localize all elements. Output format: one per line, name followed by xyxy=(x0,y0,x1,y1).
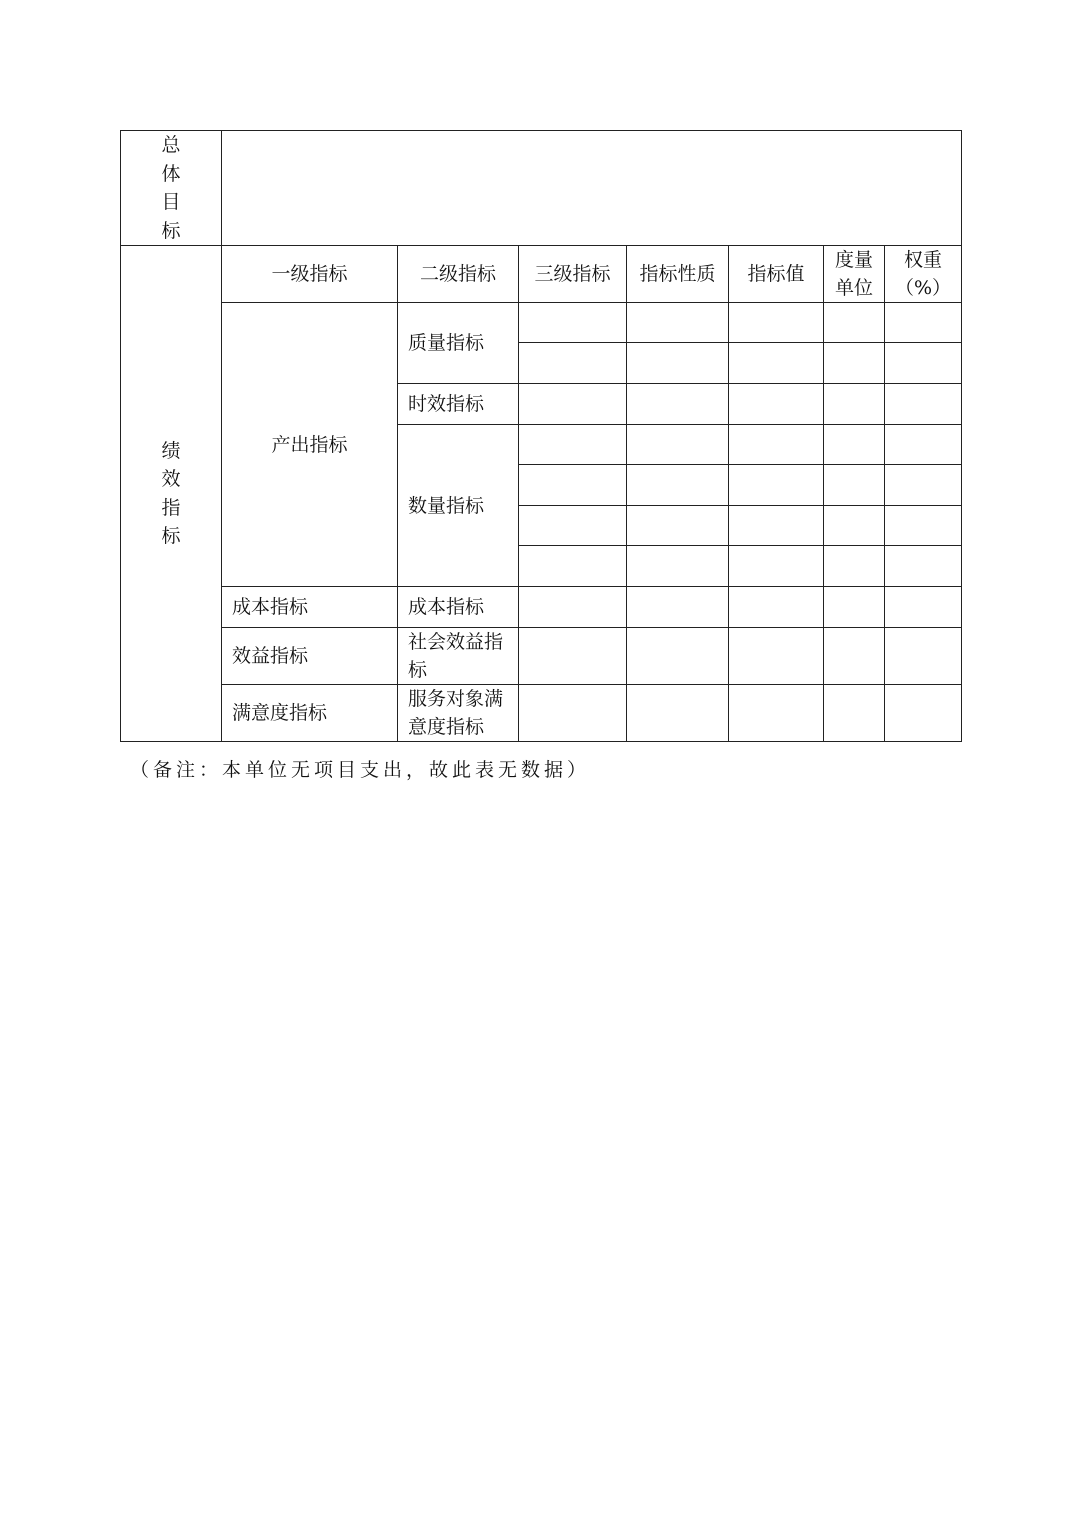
table-cell xyxy=(824,384,885,425)
table-cell xyxy=(729,343,824,384)
table-cell xyxy=(627,628,729,685)
table-cell xyxy=(519,546,627,587)
table-cell xyxy=(885,384,962,425)
table-cell xyxy=(519,343,627,384)
table-cell xyxy=(627,465,729,506)
performance-indicators-label: 绩效指标 xyxy=(121,246,222,742)
table-cell xyxy=(824,628,885,685)
table-cell xyxy=(519,587,627,628)
level1-satisfaction: 满意度指标 xyxy=(222,685,398,742)
table-cell xyxy=(729,303,824,343)
table-cell xyxy=(729,587,824,628)
table-cell xyxy=(729,546,824,587)
table-cell xyxy=(729,685,824,742)
header-level1: 一级指标 xyxy=(222,246,398,303)
header-nature: 指标性质 xyxy=(627,246,729,303)
table-cell xyxy=(519,303,627,343)
table-cell xyxy=(824,343,885,384)
table-cell xyxy=(824,685,885,742)
table-cell xyxy=(627,546,729,587)
level2-timeliness: 时效指标 xyxy=(398,384,519,425)
overall-goal-label: 总体目标 xyxy=(121,131,222,246)
level2-service-satisfaction: 服务对象满意度指标 xyxy=(398,685,519,742)
table-cell xyxy=(627,685,729,742)
table-cell xyxy=(729,506,824,546)
level2-quality: 质量指标 xyxy=(398,303,519,384)
table-cell xyxy=(627,343,729,384)
header-level2: 二级指标 xyxy=(398,246,519,303)
table-cell xyxy=(519,685,627,742)
table-cell xyxy=(627,587,729,628)
table-cell xyxy=(627,384,729,425)
table-cell xyxy=(885,343,962,384)
table-cell xyxy=(824,546,885,587)
table-cell xyxy=(519,384,627,425)
table-cell xyxy=(885,506,962,546)
table-cell xyxy=(824,465,885,506)
level1-benefit: 效益指标 xyxy=(222,628,398,685)
table-cell xyxy=(885,425,962,465)
table-cell xyxy=(729,384,824,425)
table-cell xyxy=(885,628,962,685)
table-cell xyxy=(885,685,962,742)
table-cell xyxy=(519,465,627,506)
table-cell xyxy=(885,587,962,628)
level1-cost: 成本指标 xyxy=(222,587,398,628)
table-cell xyxy=(729,628,824,685)
level1-output: 产出指标 xyxy=(222,303,398,587)
table-cell xyxy=(885,465,962,506)
table-cell xyxy=(824,587,885,628)
table-note: （备注：本单位无项目支出，故此表无数据） xyxy=(130,759,591,781)
table-cell xyxy=(519,425,627,465)
header-value: 指标值 xyxy=(729,246,824,303)
level2-cost: 成本指标 xyxy=(398,587,519,628)
performance-table xyxy=(120,130,962,742)
header-weight: 权重（%） xyxy=(885,246,962,303)
table-cell xyxy=(885,546,962,587)
table-cell xyxy=(885,303,962,343)
table-cell xyxy=(519,506,627,546)
overall-goal-content xyxy=(222,131,962,246)
level2-quantity: 数量指标 xyxy=(398,425,519,587)
table-cell xyxy=(824,303,885,343)
table-cell xyxy=(627,425,729,465)
table-cell xyxy=(627,303,729,343)
header-unit: 度量单位 xyxy=(824,246,885,303)
level2-social-benefit: 社会效益指标 xyxy=(398,628,519,685)
table-cell xyxy=(824,425,885,465)
table-cell xyxy=(729,425,824,465)
table-cell xyxy=(519,628,627,685)
header-level3: 三级指标 xyxy=(519,246,627,303)
table-cell xyxy=(824,506,885,546)
table-cell xyxy=(627,506,729,546)
table-cell xyxy=(729,465,824,506)
